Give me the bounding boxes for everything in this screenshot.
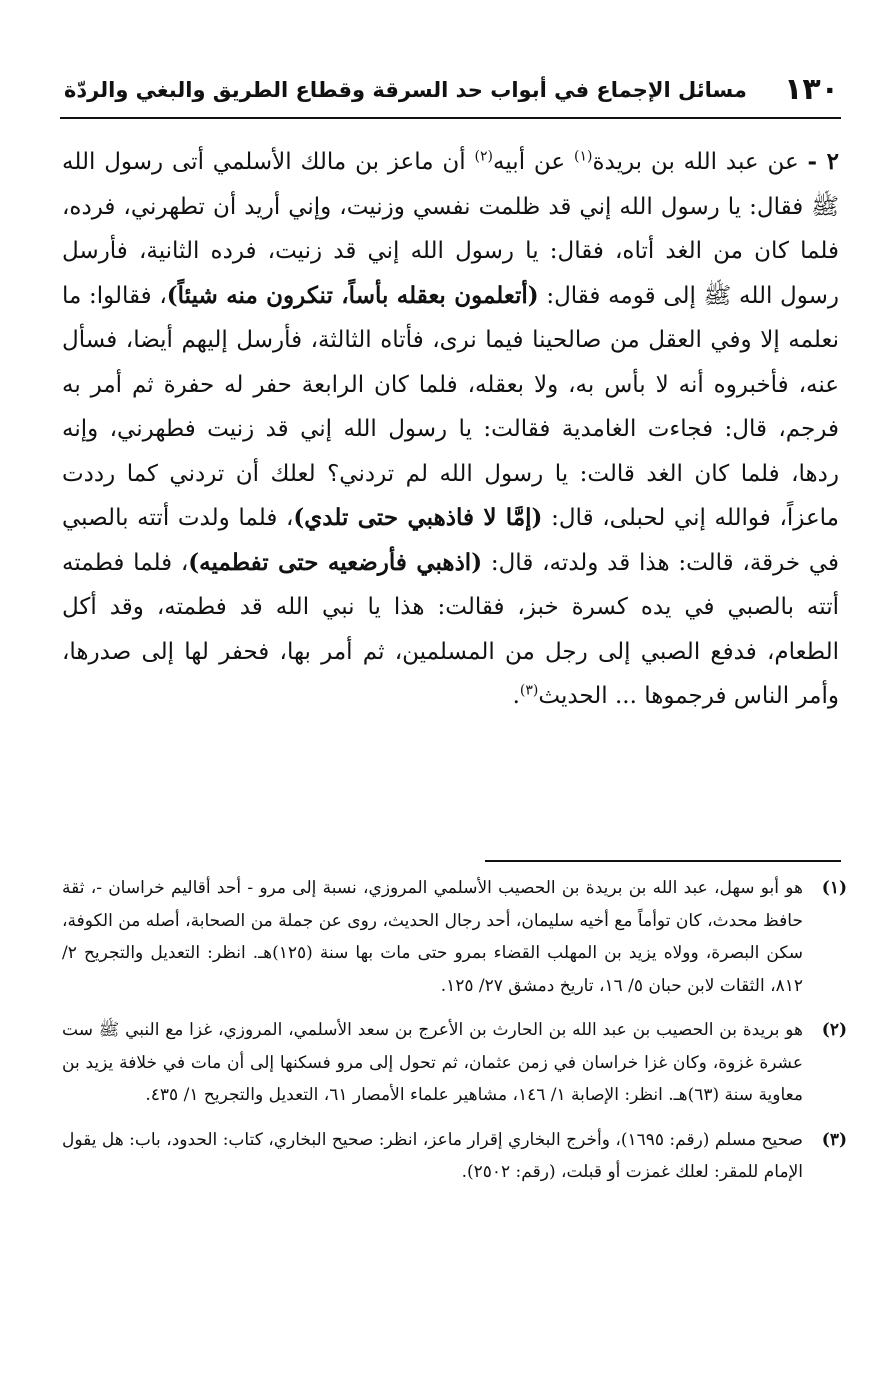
footnotes xyxy=(62,872,847,1201)
footnote-text: صحيح مسلم (رقم: ١٦٩٥)، وأخرج البخاري إقرار ماعز، انظر: صحيح البخاري، كتاب: الحدود، باب: هل يقول الإمام للمقر: لعلك غمزت أو قبلت، (رقم: ٢٥٠٢). xyxy=(62,1129,803,1182)
footnote-ref-1[interactable]: (١) xyxy=(574,148,593,165)
footnote-separator xyxy=(485,860,841,862)
footnote-text: هو أبو سهل، عبد الله بن بريدة بن الحصيب الأسلمي المروزي، نسبة إلى مرو - أحد أقاليم خراسان -، ثقة حافظ محدث، كان توأماً مع أخيه سليمان، أحد رجال الحديث، روى عن جملة من الصحابة، أصله من الكوفة، سكن البصرة، وولاه يزيد بن المهلب القضاء بمرو حتى مات بها سنة (١٢٥)هـ. انظر: التعديل والتجريح ٢/ ٨١٢، الثقات لابن حبان ٥/ ١٦، تاريخ دمشق ٢٧/ ١٢٥. xyxy=(62,878,803,996)
text-segment: ، فلما ولدت أتته بالصبي في خرقة، قالت: هذا قد ولدته، قال: xyxy=(62,505,840,576)
text-segment: عن عبد الله بن بريدة xyxy=(592,149,799,175)
page-number: ١٣٠ xyxy=(784,72,839,107)
text-segment: ، فقالوا: ما نعلمه إلا وفي العقل من صالحينا فيما نرى، فأتاه الثالثة، فأرسل إليهم أيضا، فسأل عنه، فأخبروه أنه لا بأس به، ولا بعقله، فلما كان الرابعة حفر له حفرة ثم أمر به فرجم، قال: فجاءت الغامدية فقالت: يا رسول الله إني قد زنيت فطهرني، وإنه ردها، فلما كان الغد قالت: يا رسول الله لم تردني؟ لعلك أن تردني كما رددت ماعزاً، فوالله إني لحبلى، قال: xyxy=(62,282,839,531)
hadith-paragraph xyxy=(62,140,839,719)
footnote-number: (٢) xyxy=(821,1020,847,1040)
page-header xyxy=(64,64,839,110)
item-number: ٢ - xyxy=(807,148,839,175)
prophet-quote-3: (اذهبي فأرضعيه حتى تفطميه) xyxy=(188,548,483,576)
main-text xyxy=(62,140,839,719)
text-segment: ، فلما فطمته أتته بالصبي في يده كسرة خبز، فقالت: هذا يا نبي الله قد فطمته، وقد أكل الطعام، فدفع الصبي إلى رجل من المسلمين، ثم أمر بها، فحفر لها إلى صدرها، وأمر الناس فرجموها ... الحديث xyxy=(62,549,839,709)
running-title: مسائل الإجماع في أبواب حد السرقة وقطاع الطريق والبغي والردّة xyxy=(64,78,747,102)
header-rule xyxy=(60,117,841,119)
footnote-ref-3[interactable]: (٣) xyxy=(519,682,539,699)
prophet-quote-1: (أتعلمون بعقله بأساً، تنكرون منه شيئاً) xyxy=(166,281,539,309)
footnote-2 xyxy=(62,1014,847,1112)
text-segment: أن ماعز بن مالك الأسلمي أتى رسول الله ﷺ فقال: يا رسول الله إني قد ظلمت نفسي وزنيت، وإني أريد أن تطهرني، فرده، فلما كان من الغد أتاه، فقال: يا رسول الله إني قد زنيت، فرده الثانية، فأرسل رسول الله ﷺ إلى قومه فقال: xyxy=(62,149,839,309)
footnote-number: (٣) xyxy=(821,1129,847,1150)
text-segment: عن أبيه xyxy=(493,149,574,175)
footnote-text: هو بريدة بن الحصيب بن عبد الله بن الحارث بن الأعرج بن سعد الأسلمي، المروزي، غزا مع النبي ﷺ ست عشرة غزوة، وكان غزا خراسان في زمن عثمان، ثم تحول إلى مرو فسكنها إلى أن مات في خلافة يزيد بن معاوية سنة (٦٣)هـ. انظر: الإصابة ١/ ١٤٦، مشاهير علماء الأمصار ٦١، التعديل والتجريح ١/ ٤٣٥. xyxy=(62,1020,803,1105)
footnote-ref-2[interactable]: (٢) xyxy=(474,148,494,165)
prophet-quote-2: (إمَّا لا فاذهبي حتى تلدي) xyxy=(293,504,543,531)
text-segment: . xyxy=(512,683,520,709)
footnote-1 xyxy=(62,872,847,1002)
footnote-3 xyxy=(62,1124,847,1189)
footnote-number: (١) xyxy=(821,878,847,898)
